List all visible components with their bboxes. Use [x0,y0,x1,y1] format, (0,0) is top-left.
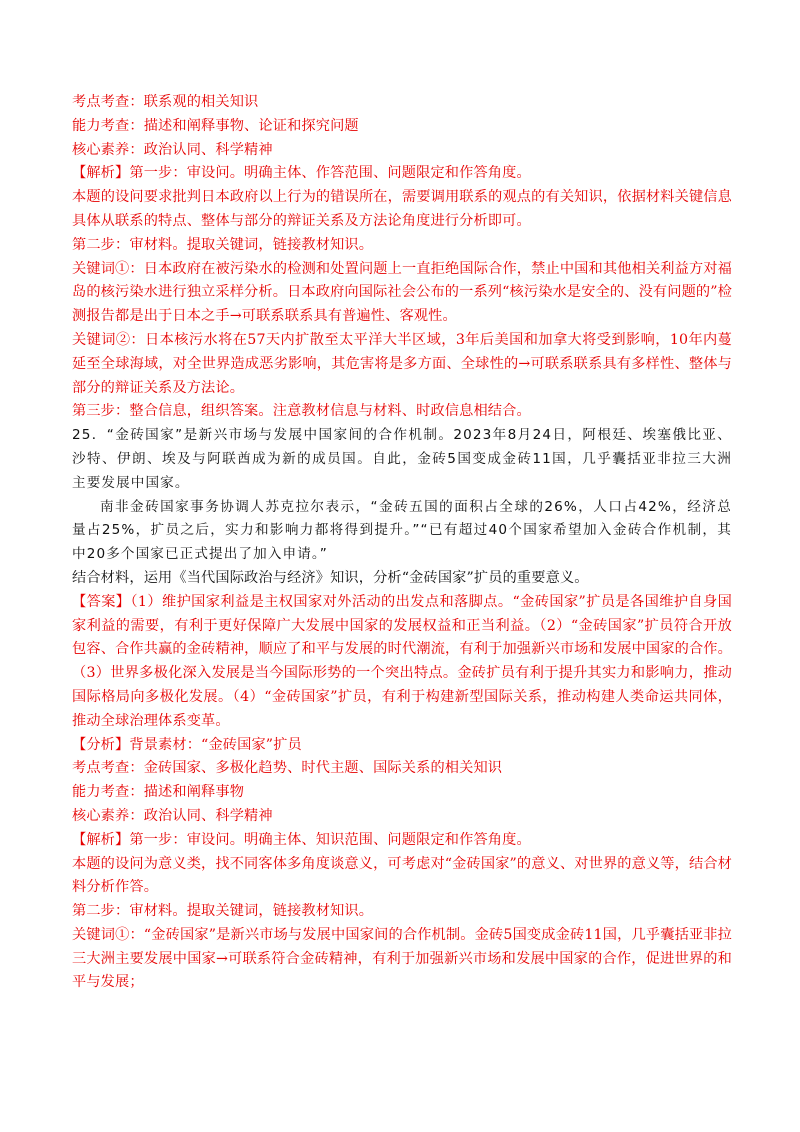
exam-point-line: 考点考查：联系观的相关知识 [72,94,259,110]
question-25: 25．“金砖国家”是新兴市场与发展中国家间的合作机制。2023年8月24日，阿根廷、埃塞俄比亚、沙特、伊朗、埃及与阿联酋成为新的成员国。自此，金砖5国变成金砖11国，几乎囊括亚非拉三大洲主要发展中国家。 [72,427,732,491]
exam-point-line-2: 考点考查：金砖国家、多极化趋势、时代主题、国际关系的相关知识 [72,760,503,777]
answer-block: 【答案】（1）维护国家利益是主权国家对外活动的出发点和落脚点。“金砖国家”扩员是各国维护自身国家利益的需要，有利于更好保障广大发展中国家的发展权益和正当利益。（2）“金砖国家”扩员符合开放包容、合作共赢的金砖精神，顺应了和平与发展的时代潮流，有利于加强新兴市场和发展中国家的合作。（3）世界多极化深入发展是当今国际形势的一个突出特点。金砖扩员有利于提升其实力和影响力，推动国际格局向多极化发展。（4）“金砖国家”扩员，有利于构建新型国际关系，推动构建人类命运共同体，推动全球治理体系变革。 [72,593,732,729]
analysis-background: 【分析】背景素材：“金砖国家”扩员 [72,736,302,753]
keyword-1: 关键词①：日本政府在被污染水的检测和处置问题上一直拒绝国际合作，禁止中国和其他相关利益方对福岛的核污染水进行独立采样分析。日本政府向国际社会公布的一系列“核污染水是安全的、没有问题的”检测报告都是出于日本之手→可联系联系具有普遍性、客观性。 [72,260,732,325]
analysis-step1: 【解析】第一步：审设问。明确主体、作答范围、问题限定和作答角度。 [72,165,531,182]
core-literacy-line-2: 核心素养：政治认同、科学精神 [72,807,273,824]
ability-line-2: 能力考查：描述和阐释事物 [72,784,245,801]
analysis-step2: 第二步：审材料。提取关键词，链接教材知识。 [72,236,374,253]
core-literacy-line: 核心素养：政治认同、科学精神 [72,141,273,158]
analysis-step2-2: 第二步：审材料。提取关键词，链接教材知识。 [72,903,374,920]
analysis-step3: 第三步：整合信息，组织答案。注意教材信息与材料、时政信息相结合。 [72,403,531,420]
analysis-step1-2: 【解析】第一步：审设问。明确主体、知识范围、问题限定和作答角度。 [72,831,531,848]
analysis-text-2: 本题的设问为意义类，找不同客体多角度谈意义，可考虑对“金砖国家”的意义、对世界的意义等，结合材料分析作答。 [72,855,732,896]
ability-line: 能力考查：描述和阐释事物、论证和探究问题 [72,117,359,134]
question-25-prompt: 结合材料，运用《当代国际政治与经济》知识，分析“金砖国家”扩员的重要意义。 [72,569,589,586]
keyword-2: 关键词②：日本核污水将在57天内扩散至太平洋大半区域，3年后美国和加拿大将受到影响，10年内蔓延至全球海域，对全世界造成恶劣影响，其危害将是多方面、全球性的→可联系联系具有多样性、整体与部分的辩证关系及方法论。 [72,331,732,396]
analysis-text: 本题的设问要求批判日本政府以上行为的错误所在，需要调用联系的观点的有关知识，依据材料关键信息具体从联系的特点、整体与部分的辩证关系及方法论角度进行分析即可。 [72,189,732,229]
document-page [72,91,732,995]
keyword-1-2: 关键词①：“金砖国家”是新兴市场与发展中国家间的合作机制。金砖5国变成金砖11国，几乎囊括亚非拉三大洲主要发展中国家→可联系符合金砖精神，有利于加强新兴市场和发展中国家的合作，促进世界的和平与发展； [72,926,732,991]
question-25-material: 南非金砖国家事务协调人苏克拉尔表示，“金砖五国的面积占全球的26%，人口占42%，经济总量占25%，扩员之后，实力和影响力都将得到提升。”“已有超过40个国家希望加入金砖合作机制，其中20多个国家已正式提出了加入申请。” [72,498,732,563]
